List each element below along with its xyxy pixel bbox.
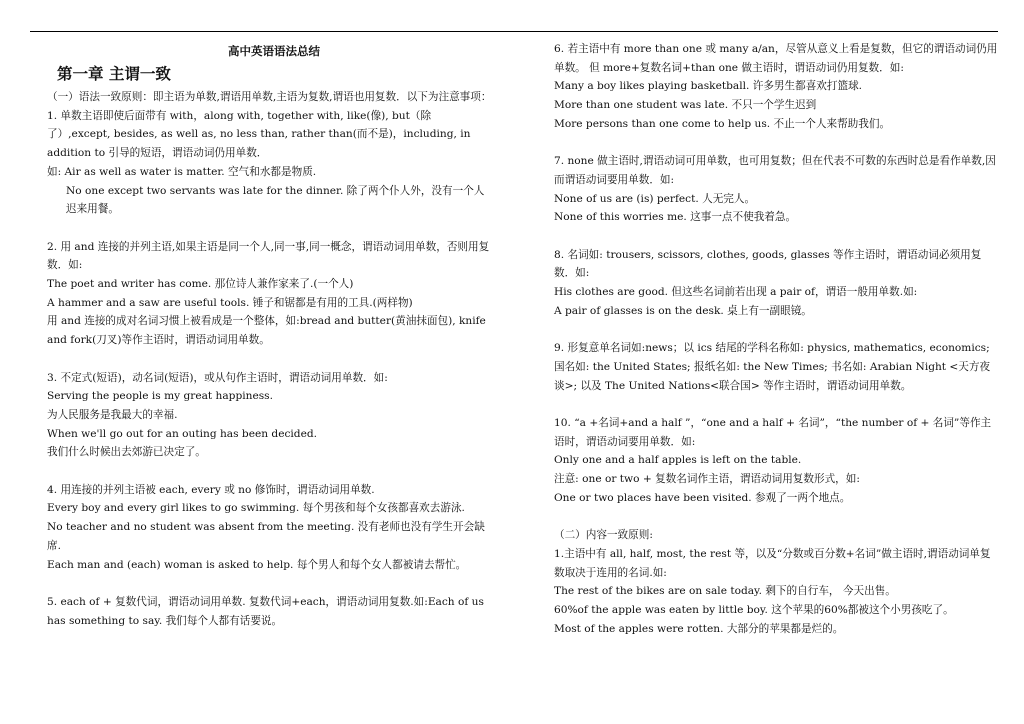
paragraph: Every boy and every girl likes to go swimming. 每个男孩和每个女孩都喜欢去游泳. xyxy=(47,502,465,515)
paragraph: 2. 用 and 连接的并列主语,如果主语是同一个人,同一事,同一概念，谓语动词用单数，否则用复数．如: xyxy=(47,240,490,272)
paragraph: 我们什么时候出去郊游已决定了。 xyxy=(47,446,206,459)
paragraph: No one except two servants was late for the dinner. 除了两个仆人外，没有一个人迟来用餐。 xyxy=(66,184,485,216)
paragraph: 8. 名词如: trousers, scissors, clothes, goods, glasses 等作主语时，谓语动词必须用复数．如: xyxy=(554,248,982,280)
paragraph: A pair of glasses is on the desk. 桌上有一副眼镜。 xyxy=(554,304,812,317)
paragraph: Many a boy likes playing basketball. 许多男生都喜欢打篮球. xyxy=(554,80,863,93)
paragraph: A hammer and a saw are useful tools. 锤子和锯都是有用的工具.(两样物) xyxy=(47,296,413,309)
paragraph: The poet and writer has come. 那位诗人兼作家来了.(一个人) xyxy=(47,278,354,291)
paragraph: （二）内容一致原则: xyxy=(554,529,653,542)
paragraph: 5. each of + 复数代词，谓语动词用单数. 复数代词+each，谓语动词用复数.如:Each of us has something to say. 我们每个人都有话要说。 xyxy=(47,595,484,627)
paragraph: 为人民服务是我最大的幸福. xyxy=(47,408,178,421)
left-column xyxy=(47,40,493,630)
paragraph: 4. 用连接的并列主语被 each, every 或 no 修饰时，谓语动词用单数. xyxy=(47,483,375,496)
paragraph: 注意: one or two + 复数名词作主语，谓语动词用复数形式，如: xyxy=(554,473,860,486)
paragraph: His clothes are good. 但这些名词前若出现 a pair of，谓语一般用单数.如: xyxy=(554,286,918,299)
paragraph: 1. 单数主语即使后面带有 with，along with, together with, like(像), but（除了）,except, besides, as well as, no less than, rather than(而不是)，including, in addition to 引导的短语，谓语动词仍用单数． xyxy=(47,109,471,160)
paragraph: None of us are (is) perfect. 人无完人。 xyxy=(554,192,756,205)
paragraph: One or two places have been visited. 参观了一两个地点。 xyxy=(554,491,851,504)
paragraph: None of this worries me. 这事一点不使我着急。 xyxy=(554,211,797,224)
paragraph: 如: Air as well as water is matter. 空气和水都是物质. xyxy=(47,165,317,178)
paragraph: The rest of the bikes are on sale today. 剩下的自行车， 今天出售。 xyxy=(554,585,896,598)
header-rule xyxy=(30,31,998,32)
paragraph: More than one student was late. 不只一个学生迟到 xyxy=(554,99,817,112)
paragraph: 6. 若主语中有 more than one 或 many a/an，尽管从意义上看是复数，但它的谓语动词仍用单数。 但 more+复数名词+than one 做主语时，谓语动词仍用复数．如: xyxy=(554,43,998,74)
paragraph: More persons than one come to help us. 不止一个人来帮助我们。 xyxy=(554,117,891,130)
paragraph: （一）语法一致原则：即主语为单数,谓语用单数,主语为复数,谓语也用复数．以下为注意事项： xyxy=(47,91,492,103)
paragraph: 9. 形复意单名词如:news；以 ics 结尾的学科名称如: physics, mathematics, economics; 国名如: the United States; 报纸名如: the New Times; 书名如: Arabian Night <天方夜谈>; 以及 The United Nations<联合国> 等作主语时，谓语动词用单数。 xyxy=(554,342,991,392)
paragraph: 60%of the apple was eaten by little boy. 这个苹果的60%都被这个小男孩吃了。 xyxy=(554,604,954,617)
paragraph: Serving the people is my great happiness. xyxy=(47,390,273,403)
chapter-heading: 第一章 主谓一致 xyxy=(57,64,171,83)
paragraph: 10. “a +名词+and a half ”，“one and a half + 名词”，“the number of + 名词”等作主语时，谓语动词要用单数．如: xyxy=(554,417,992,448)
paragraph: 用 and 连接的成对名词习惯上被看成是一个整体，如:bread and butter(黄油抹面包), knife and fork(刀叉)等作主语时，谓语动词用单数。 xyxy=(47,315,486,347)
paragraph: When we'll go out for an outing has been decided. xyxy=(47,427,317,440)
paragraph: 3. 不定式(短语)，动名词(短语)，或从句作主语时，谓语动词用单数．如: xyxy=(47,371,388,384)
paragraph: 7. none 做主语时,谓语动词可用单数，也可用复数；但在代表不可数的东西时总是看作单数,因而谓语动词要用单数．如: xyxy=(554,155,996,186)
right-column xyxy=(554,40,1000,638)
paragraph: Each man and (each) woman is asked to help. 每个男人和每个女人都被请去帮忙。 xyxy=(47,558,467,571)
paragraph: Only one and a half apples is left on the table. xyxy=(554,454,802,467)
paragraph: No teacher and no student was absent from the meeting. 没有老师也没有学生开会缺席. xyxy=(47,521,485,552)
paragraph: 1.主语中有 all, half, most, the rest 等，以及“分数或百分数+名词”做主语时,谓语动词单复数取决于连用的名词.如: xyxy=(554,547,991,579)
document-title: 高中英语语法总结 xyxy=(228,44,320,58)
paragraph: Most of the apples were rotten. 大部分的苹果都是烂的。 xyxy=(554,622,844,635)
